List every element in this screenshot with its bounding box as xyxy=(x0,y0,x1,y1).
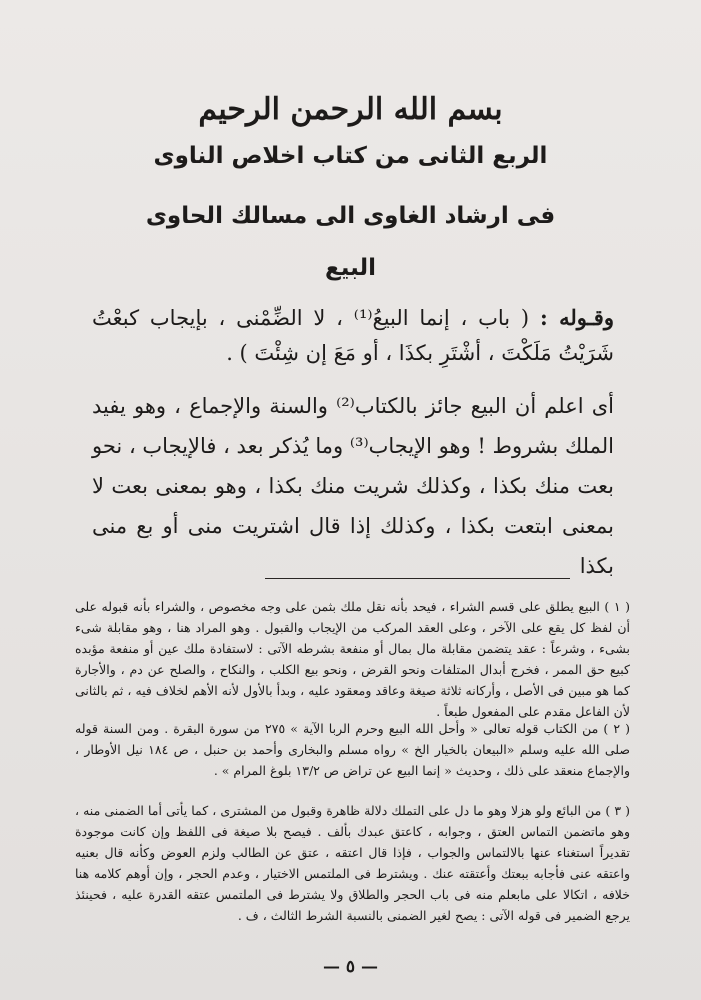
footnote-separator xyxy=(265,578,570,579)
title-line-2: فى ارشاد الغاوى الى مسالك الحاوى xyxy=(145,203,556,229)
section-title-bay: البيع xyxy=(324,255,376,281)
title-line-1: الربع الثانى من كتاب اخلاص الناوى xyxy=(153,143,548,169)
main-paragraph-1 xyxy=(92,300,614,371)
basmala-heading: بسم الله الرحمن الرحيم xyxy=(198,92,503,127)
page-number: — ٥ — xyxy=(323,957,378,977)
main-paragraph-2: أى اعلم أن البيع جائز بالكتاب⁽²⁾ والسنة والإجماع ، وهو يفيد الملك بشروط ! وهو الإيجاب⁽³⁾ وما يُذكر بعد ، فالإيجاب ، نحو بعت منك بكذا ، وكذلك شريت منك بكذا ، وهو بمعنى بعت لا بمعنى ابتعت بكذا ، وكذلك إذا قال اشتريت منى أو بع منى بكذا xyxy=(92,394,614,578)
lead-word: وقـوله : xyxy=(539,305,614,330)
footnote-2: ( ٢ ) من الكتاب قوله تعالى « وأحل الله البيع وحرم الربا الآية » ٢٧٥ من سورة البقرة . ومن السنة قوله صلى الله عليه وسلم «البيعان بالخيار الخ » رواه مسلم والبخارى وأحمد بن حنبل ، ص ١٨٤ نيل الأوطار ، والإجماع منعقد على ذلك ، وحديث « إنما البيع عن تراض ص ١٣/٢ بلوغ المرام » . xyxy=(75,721,631,778)
main-paragraph-1-text: ( باب ، إنما البيعُ⁽¹⁾ ، لا الضِّمْنى ، بإيجاب كبعْتُ شَرَيْتُ مَلَكْتَ ، أشْتَرِ بكذَا ، أو مَعَ إن شِئْتَ ) . xyxy=(92,306,614,365)
footnote-3: ( ٣ ) من البائع ولو هزلا وهو ما دل على التملك دلالة ظاهرة وقبول من المشترى ، كما يأتى أما الضمنى منه ، وهو ماتضمن التماس العتق ، وجوابه ، كاعتق عبدك بألف . فيصح بلا صيغة فى اللفظ وإن كانت موجودة تقديراً استغناء عنها بالالتماس والجواب ، فإذا قال اعتقه ، عتق عن الطالب ولزم العوض وكأنه قال بعنيه واعتقه عنى فأجابه ببعتك وأعتقته عنك . ويشترط فى الملتمس الاختيار ، وعدم الحجر ، وإن أوهم كلامه هنا خلافه ، اتكالا على مابعلم منه فى باب الحجر والطلاق ولا يشترط فى الملتمس عتقه القدرة عليه ، فحينئذ يرجع الضمير فى قوله الآتى : يصح لغير الضمنى بالنسبة الشرط الثالث ، ف . xyxy=(75,803,630,923)
footnote-1: ( ١ ) البيع يطلق على قسم الشراء ، فيحد بأنه نقل ملك بثمن على وجه مخصوص ، والشراء بأنه قبوله على أن لفظ كل يقع على الآخر ، وعلى العقد المركب من الإيجاب والقبول . وهو المراد هنا ، وهو مقابلة شىء بشىء ، وشرعاً : عقد يتضمن مقابلة مال بمال أو منفعة بشرطه الآتى : لاستفادة ملك عين أو منفعة مؤبده كبيع حق الممر ، فخرج أبدال المتلفات ونحو القرض ، ونحو بيع الكلب ، والنكاح ، والصلح عن دم ، والأجارة كما هو مبين فى الأصل ، وأركانه ثلاثة صيغة وعاقد ومعقود عليه ، وبدأ بالأول لأنه الأهم لخلاف فيه ، ثم بالثانى لأن الفاعل مقدم على المفعول طبعاً . xyxy=(75,599,631,719)
